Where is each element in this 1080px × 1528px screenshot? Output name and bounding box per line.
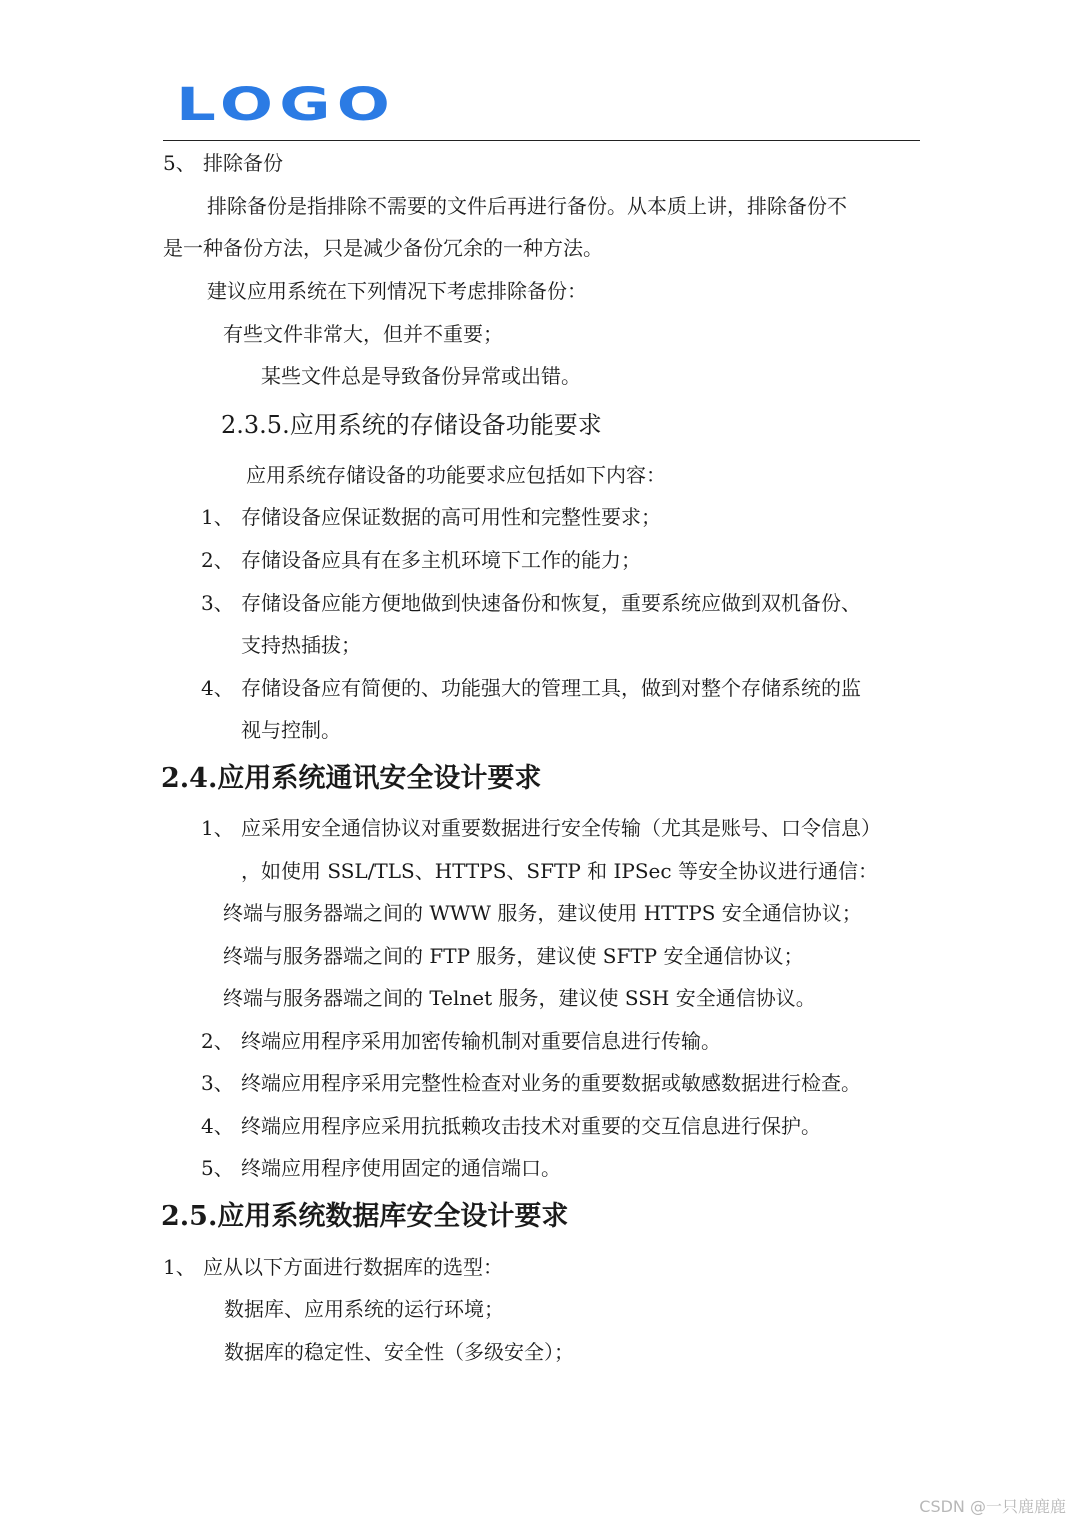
list-item: [201, 1027, 721, 1055]
list-text: 终端应用程序采用完整性检查对业务的重要数据或敏感数据进行检查。: [241, 1071, 861, 1095]
list-number: 4、: [201, 1114, 234, 1138]
list-item: [201, 503, 661, 531]
sub-item: 终端与服务器端之间的 WWW 服务，建议使用 HTTPS 安全通信协议；: [223, 901, 862, 925]
heading-2-4: 2.4.应用系统通讯安全设计要求: [161, 763, 542, 794]
list-text: 终端应用程序应采用抗抵赖攻击技术对重要的交互信息进行保护。: [241, 1114, 821, 1138]
section-intro: 应用系统存储设备的功能要求应包括如下内容：: [246, 463, 666, 487]
list-text: 终端应用程序采用加密传输机制对重要信息进行传输。: [241, 1029, 721, 1053]
list-item: [201, 1069, 861, 1097]
section-number: 5、: [163, 151, 196, 175]
sub-item: 数据库的稳定性、安全性（多级安全）；: [224, 1340, 574, 1364]
list-text: 应从以下方面进行数据库的选型：: [203, 1255, 503, 1279]
paragraph-line: 建议应用系统在下列情况下考虑排除备份：: [207, 279, 587, 303]
list-item: [163, 1253, 503, 1281]
list-number: 2、: [201, 1029, 234, 1053]
list-number: 3、: [201, 1071, 234, 1095]
list-number: 2、: [201, 548, 234, 572]
case-item: 某些文件总是导致备份异常或出错。: [261, 364, 581, 388]
list-text: 存储设备应能方便地做到快速备份和恢复，重要系统应做到双机备份、: [241, 591, 861, 615]
section-title-text: 排除备份: [203, 151, 283, 175]
list-item: [201, 546, 641, 574]
list-number: 5、: [201, 1156, 234, 1180]
list-text: 存储设备应保证数据的高可用性和完整性要求；: [241, 505, 661, 529]
list-number: 1、: [163, 1255, 196, 1279]
watermark: CSDN @一只鹿鹿鹿: [919, 1497, 1066, 1516]
list-item: [201, 589, 861, 617]
list-number: 3、: [201, 591, 234, 615]
list-item-continuation: 支持热插拔；: [241, 633, 361, 657]
paragraph-line: 是一种备份方法，只是减少备份冗余的一种方法。: [163, 236, 603, 260]
sub-item: 数据库、应用系统的运行环境；: [224, 1297, 504, 1321]
list-item-continuation: ，如使用 SSL/TLS、HTTPS、SFTP 和 IPSec 等安全协议进行通信：: [241, 859, 878, 883]
list-number: 1、: [201, 816, 234, 840]
heading-2-3-5: 2.3.5.应用系统的存储设备功能要求: [221, 411, 602, 439]
list-text: 存储设备应有简便的、功能强大的管理工具，做到对整个存储系统的监: [241, 676, 861, 700]
sub-item: 终端与服务器端之间的 Telnet 服务，建议使 SSH 安全通信协议。: [223, 986, 816, 1010]
list-item: [201, 1112, 821, 1140]
heading-2-5: 2.5.应用系统数据库安全设计要求: [161, 1201, 569, 1232]
list-number: 4、: [201, 676, 234, 700]
list-text: 存储设备应具有在多主机环境下工作的能力；: [241, 548, 641, 572]
section-title-exclude-backup: [163, 149, 283, 177]
list-item: [201, 1154, 561, 1182]
header-rule: [163, 140, 920, 141]
logo: LOGO: [176, 78, 397, 131]
list-item: [201, 814, 881, 842]
case-item: 有些文件非常大，但并不重要；: [223, 322, 503, 346]
sub-item: 终端与服务器端之间的 FTP 服务，建议使 SFTP 安全通信协议；: [223, 944, 804, 968]
list-item: [201, 674, 861, 702]
list-item-continuation: 视与控制。: [241, 718, 341, 742]
list-text: 终端应用程序使用固定的通信端口。: [241, 1156, 561, 1180]
paragraph-line: 排除备份是指排除不需要的文件后再进行备份。从本质上讲，排除备份不: [207, 194, 847, 218]
list-text: 应采用安全通信协议对重要数据进行安全传输（尤其是账号、口令信息）: [241, 816, 881, 840]
list-number: 1、: [201, 505, 234, 529]
